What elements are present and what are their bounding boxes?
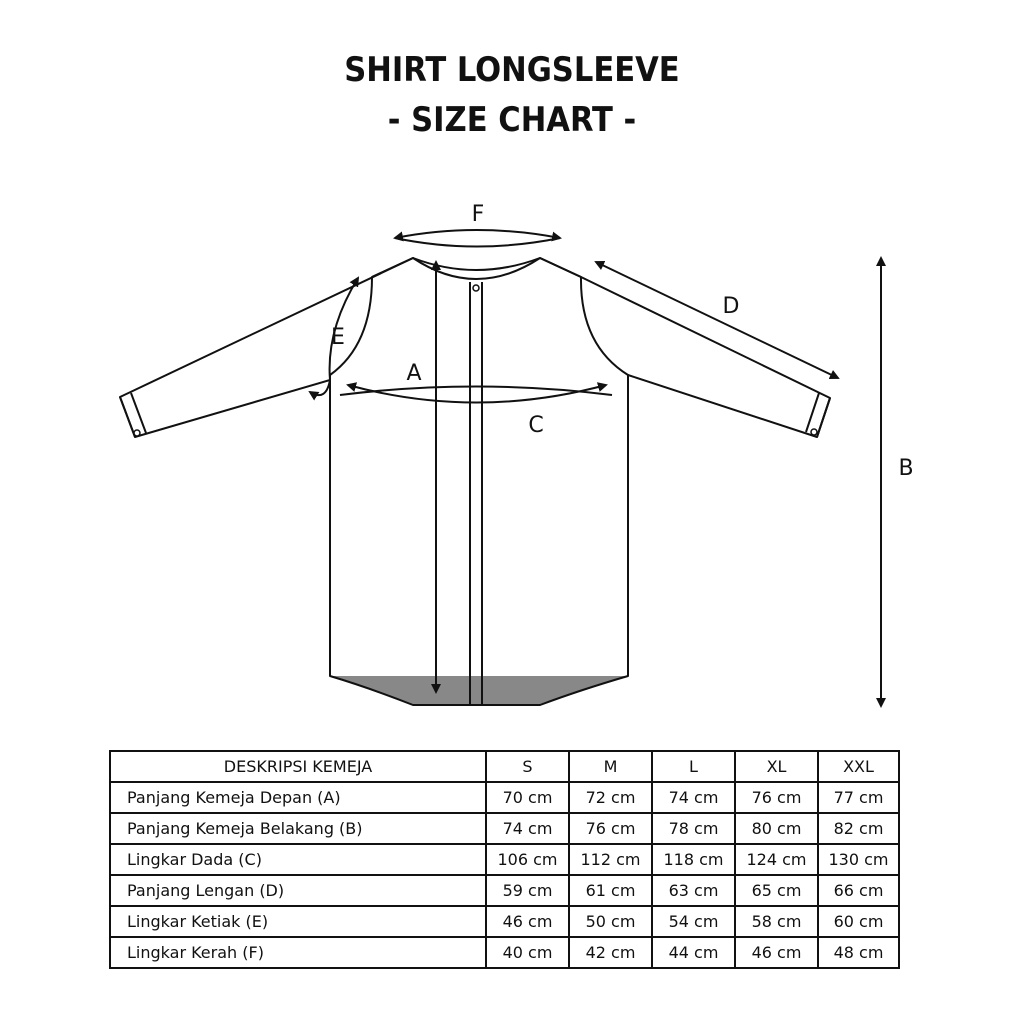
row-desc: Panjang Lengan (D) [110,875,486,906]
cell-value: 66 cm [818,875,899,906]
cell-value: 60 cm [818,906,899,937]
measure-f-arc-back [395,238,560,247]
cell-value: 76 cm [569,813,652,844]
cell-value: 59 cm [486,875,569,906]
header-size-s: S [486,751,569,782]
cell-value: 82 cm [818,813,899,844]
right-cuff-button [811,429,817,435]
cell-value: 63 cm [652,875,735,906]
cell-value: 50 cm [569,906,652,937]
cell-value: 44 cm [652,937,735,968]
label-a: A [406,361,422,386]
measure-f-arc [395,230,560,238]
table-row [110,875,899,906]
cell-value: 40 cm [486,937,569,968]
page-title: SHIRT LONGSLEEVE [344,50,680,90]
shirt-body-outline [330,258,628,705]
cell-value: 118 cm [652,844,735,875]
left-cuff-button [134,430,140,436]
cell-value: 77 cm [818,782,899,813]
row-desc: Panjang Kemeja Depan (A) [110,782,486,813]
label-b: B [898,456,914,481]
shirt-left-cuff [120,393,146,437]
cell-value: 65 cm [735,875,818,906]
label-f: F [471,202,485,227]
cell-value: 124 cm [735,844,818,875]
shirt-button [473,285,479,291]
measure-d-line [596,262,838,378]
cell-value: 76 cm [735,782,818,813]
header-desc: DESKRIPSI KEMEJA [110,751,486,782]
row-desc: Lingkar Dada (C) [110,844,486,875]
page-subtitle: - SIZE CHART - [387,100,637,140]
shirt-left-sleeve [120,258,413,437]
cell-value: 112 cm [569,844,652,875]
header-size-xxl: XXL [818,751,899,782]
header-size-l: L [652,751,735,782]
shirt-right-cuff [806,393,830,437]
cell-value: 46 cm [735,937,818,968]
cell-value: 74 cm [486,813,569,844]
size-table [109,750,900,969]
cell-value: 70 cm [486,782,569,813]
label-e: E [331,325,345,350]
table-row [110,782,899,813]
table-row [110,906,899,937]
row-desc: Lingkar Kerah (F) [110,937,486,968]
shirt-right-sleeve [540,258,830,437]
cell-value: 74 cm [652,782,735,813]
cell-value: 46 cm [486,906,569,937]
cell-value: 42 cm [569,937,652,968]
measure-c-arc [348,385,606,403]
header-size-xl: XL [735,751,818,782]
cell-value: 72 cm [569,782,652,813]
header-size-m: M [569,751,652,782]
cell-value: 106 cm [486,844,569,875]
cell-value: 58 cm [735,906,818,937]
label-c: C [528,413,544,438]
table-row [110,937,899,968]
label-d: D [722,294,740,319]
cell-value: 78 cm [652,813,735,844]
cell-value: 48 cm [818,937,899,968]
cell-value: 130 cm [818,844,899,875]
shirt-collar [413,258,540,279]
cell-value: 54 cm [652,906,735,937]
cell-value: 80 cm [735,813,818,844]
table-header-row [110,751,899,782]
row-desc: Lingkar Ketiak (E) [110,906,486,937]
table-row [110,813,899,844]
cell-value: 61 cm [569,875,652,906]
table-row [110,844,899,875]
row-desc: Panjang Kemeja Belakang (B) [110,813,486,844]
